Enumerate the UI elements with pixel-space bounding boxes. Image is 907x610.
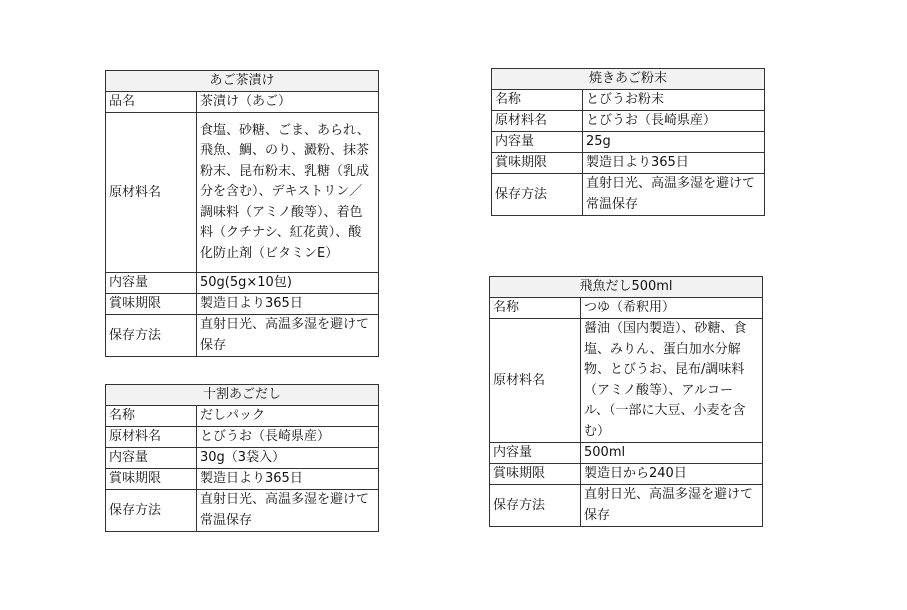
row-value: 茶漬け（あご）	[197, 92, 379, 113]
row-value: 製造日より365日	[197, 469, 379, 490]
row-label: 内容量	[492, 132, 583, 153]
row-value: 醤油（国内製造）、砂糖、食塩、みりん、蛋白加水分解物、とびうお、昆布/調味料（アミノ酸等）、アルコール、（一部に大豆、小麦を含む）	[581, 319, 763, 443]
row-label: 内容量	[106, 273, 197, 294]
table-row	[106, 113, 379, 273]
row-label: 名称	[492, 90, 583, 111]
row-label: 名称	[106, 406, 197, 427]
spec-table-ago-chazuke	[105, 70, 379, 357]
spec-table-tobiuo-dashi-500ml	[489, 276, 763, 527]
table-title: 十割あごだし	[106, 385, 379, 406]
table-row	[106, 315, 379, 357]
row-value: 25g	[583, 132, 765, 153]
row-value: だしパック	[197, 406, 379, 427]
spec-table-juwari-agodashi	[105, 384, 379, 532]
row-label: 賞味期限	[106, 294, 197, 315]
table-row	[490, 319, 763, 443]
row-value: 直射日光、高温多湿を避けて保存	[197, 315, 379, 357]
table-row	[492, 174, 765, 216]
table-row	[492, 153, 765, 174]
row-label: 保存方法	[492, 174, 583, 216]
row-value: つゆ（希釈用）	[581, 298, 763, 319]
table-row	[490, 485, 763, 527]
row-label: 名称	[490, 298, 581, 319]
table-row	[106, 406, 379, 427]
row-label: 賞味期限	[106, 469, 197, 490]
row-label: 保存方法	[106, 490, 197, 532]
row-label: 原材料名	[106, 113, 197, 273]
table-row	[492, 111, 765, 132]
row-value: 30g（3袋入）	[197, 448, 379, 469]
table-row	[106, 469, 379, 490]
row-value: とびうお（長崎県産）	[583, 111, 765, 132]
row-value: 直射日光、高温多湿を避けて常温保存	[583, 174, 765, 216]
table-row	[106, 427, 379, 448]
row-value: 50g(5g×10包)	[197, 273, 379, 294]
table-title: 飛魚だし500ml	[490, 277, 763, 298]
row-label: 品名	[106, 92, 197, 113]
row-value: 製造日より365日	[197, 294, 379, 315]
row-label: 賞味期限	[492, 153, 583, 174]
table-row	[490, 464, 763, 485]
row-label: 原材料名	[106, 427, 197, 448]
table-row	[490, 443, 763, 464]
table-row	[106, 92, 379, 113]
table-row	[492, 132, 765, 153]
row-value: 製造日から240日	[581, 464, 763, 485]
row-label: 原材料名	[492, 111, 583, 132]
table-row	[492, 90, 765, 111]
table-title: 焼きあご粉末	[492, 69, 765, 90]
row-value: とびうお（長崎県産）	[197, 427, 379, 448]
row-value: 直射日光、高温多湿を避けて保存	[581, 485, 763, 527]
row-value: 製造日より365日	[583, 153, 765, 174]
spec-table-yaki-ago-funmatsu	[491, 68, 765, 216]
row-value: 直射日光、高温多湿を避けて常温保存	[197, 490, 379, 532]
table-title: あご茶漬け	[106, 71, 379, 92]
table-row	[490, 298, 763, 319]
table-row	[106, 448, 379, 469]
table-row	[106, 273, 379, 294]
row-label: 保存方法	[490, 485, 581, 527]
row-label: 賞味期限	[490, 464, 581, 485]
row-label: 保存方法	[106, 315, 197, 357]
table-row	[106, 294, 379, 315]
row-value: とびうお粉末	[583, 90, 765, 111]
row-value: 500ml	[581, 443, 763, 464]
row-label: 内容量	[106, 448, 197, 469]
row-label: 内容量	[490, 443, 581, 464]
table-row	[106, 490, 379, 532]
row-value: 食塩、砂糖、ごま、あられ、飛魚、鯛、のり、澱粉、抹茶粉末、昆布粉末、乳糖（乳成分を含む）、デキストリン／調味料（アミノ酸等）、着色料（クチナシ、紅花黄）、酸化防止剤（ビタミンE）	[197, 113, 379, 273]
row-label: 原材料名	[490, 319, 581, 443]
